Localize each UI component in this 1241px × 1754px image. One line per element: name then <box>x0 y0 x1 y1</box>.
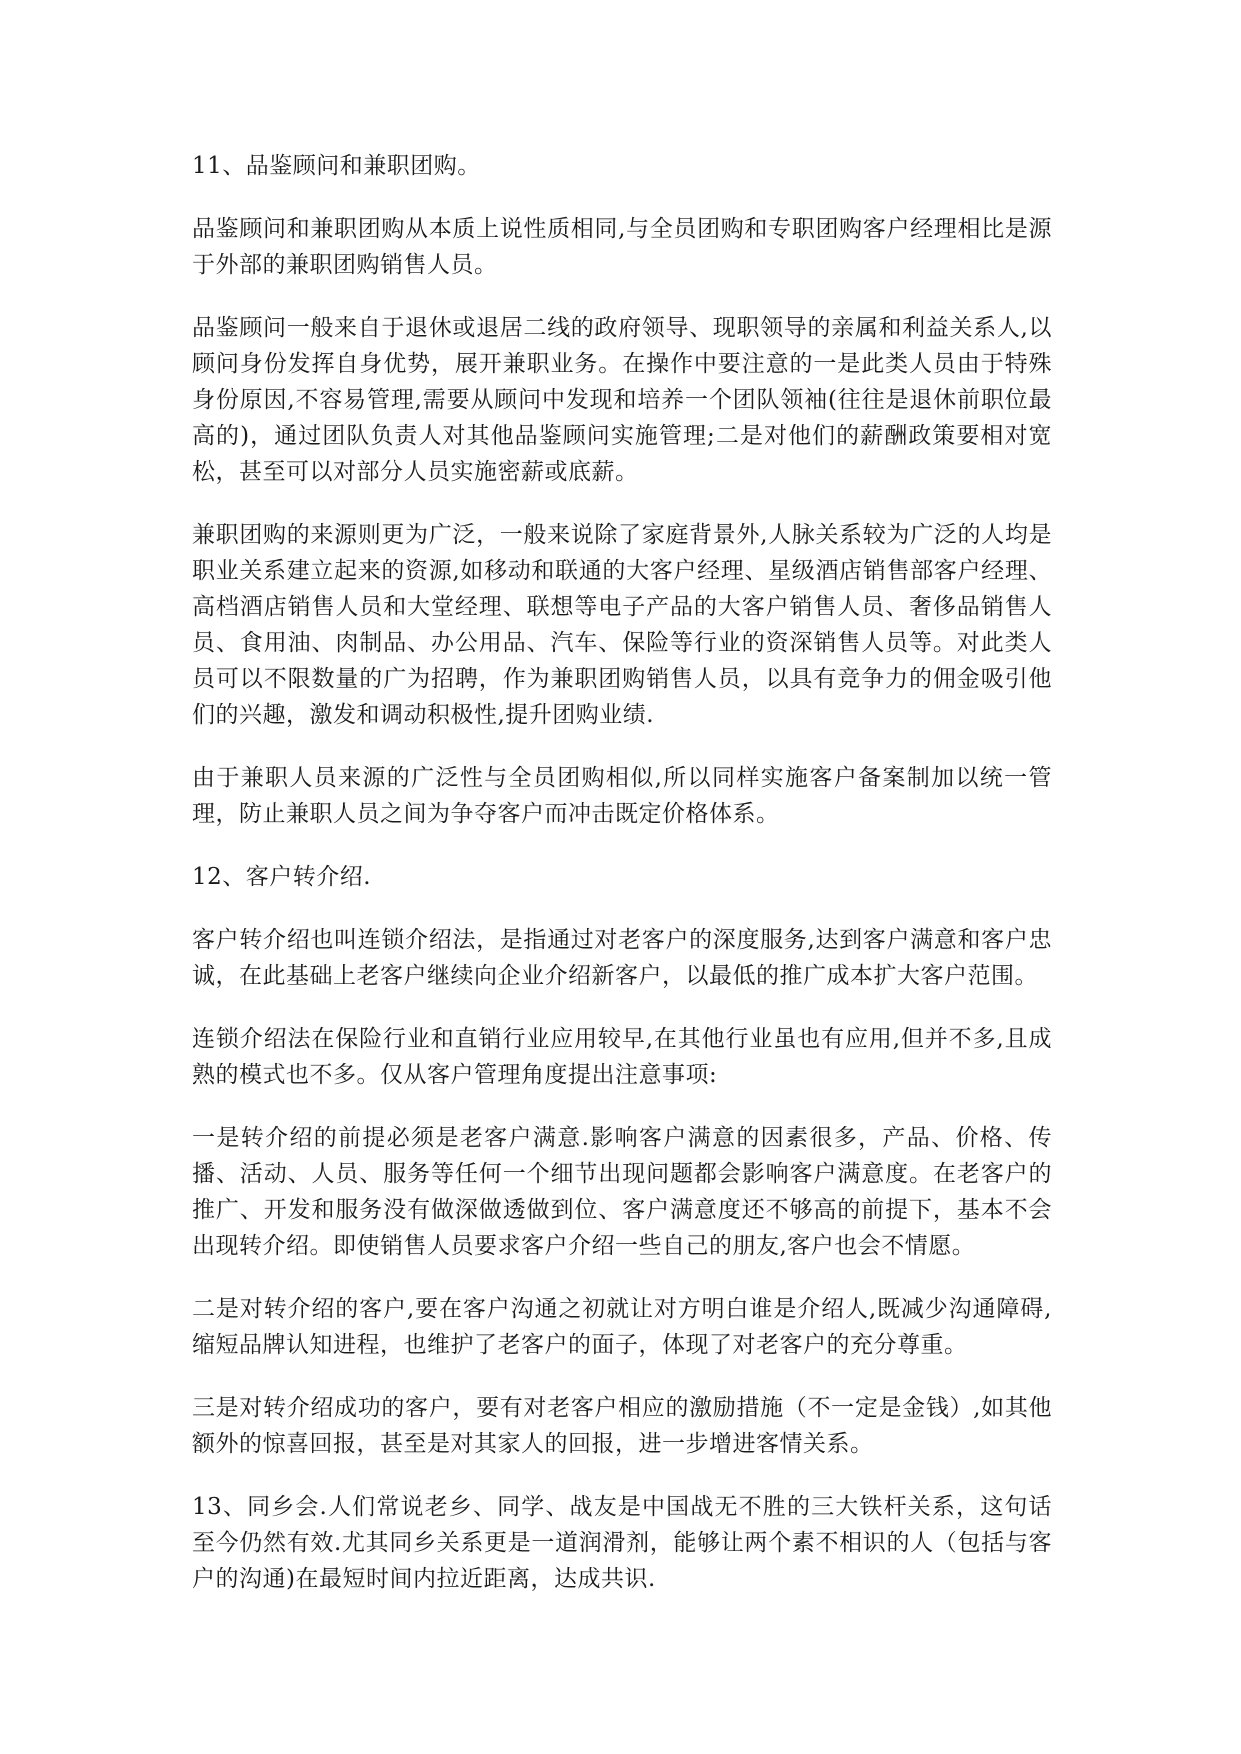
paragraph: 客户转介绍也叫连锁介绍法，是指通过对老客户的深度服务,达到客户满意和客户忠诚，在此基础上老客户继续向企业介绍新客户，以最低的推广成本扩大客户范围。 <box>192 927 1052 989</box>
paragraph: 一是转介绍的前提必须是老客户满意.影响客户满意的因素很多，产品、价格、传播、活动、人员、服务等任何一个细节出现问题都会影响客户满意度。在老客户的推广、开发和服务没有做深做透做到位、客户满意度还不够高的前提下，基本不会出现转介绍。即使销售人员要求客户介绍一些自己的朋友,客户也会不情愿。 <box>192 1125 1052 1259</box>
paragraph: 连锁介绍法在保险行业和直销行业应用较早,在其他行业虽也有应用,但并不多,且成熟的模式也不多。仅从客户管理角度提出注意事项: <box>192 1026 1052 1088</box>
paragraph: 品鉴顾问一般来自于退休或退居二线的政府领导、现职领导的亲属和利益关系人,以顾问身份发挥自身优势，展开兼职业务。在操作中要注意的一是此类人员由于特殊身份原因,不容易管理,需要从顾问中发现和培养一个团队领袖(往往是退休前职位最高的)，通过团队负责人对其他品鉴顾问实施管理;二是对他们的薪酬政策要相对宽松，甚至可以对部分人员实施密薪或底薪。 <box>192 315 1052 485</box>
paragraph: 品鉴顾问和兼职团购从本质上说性质相同,与全员团购和专职团购客户经理相比是源于外部的兼职团购销售人员。 <box>192 216 1052 278</box>
paragraph: 二是对转介绍的客户,要在客户沟通之初就让对方明白谁是介绍人,既减少沟通障碍,缩短品牌认知进程，也维护了老客户的面子，体现了对老客户的充分尊重。 <box>192 1296 1052 1358</box>
paragraph: 由于兼职人员来源的广泛性与全员团购相似,所以同样实施客户备案制加以统一管理，防止兼职人员之间为争夺客户而冲击既定价格体系。 <box>192 765 1052 827</box>
document-page <box>192 148 1052 1624</box>
paragraph: 三是对转介绍成功的客户，要有对老客户相应的激励措施（不一定是金钱）,如其他额外的惊喜回报，甚至是对其家人的回报，进一步增进客情关系。 <box>192 1395 1052 1457</box>
section-13-paragraph: 13、同乡会.人们常说老乡、同学、战友是中国战无不胜的三大铁杆关系，这句话至今仍然有效.尤其同乡关系更是一道润滑剂，能够让两个素不相识的人（包括与客户的沟通)在最短时间内拉近距离，达成共识. <box>192 1494 1052 1592</box>
section-heading-12: 12、客户转介绍. <box>192 864 372 890</box>
section-heading-11: 11、品鉴顾问和兼职团购。 <box>192 153 481 179</box>
paragraph: 兼职团购的来源则更为广泛，一般来说除了家庭背景外,人脉关系较为广泛的人均是职业关系建立起来的资源,如移动和联通的大客户经理、星级酒店销售部客户经理、高档酒店销售人员和大堂经理、联想等电子产品的大客户销售人员、奢侈品销售人员、食用油、肉制品、办公用品、汽车、保险等行业的资深销售人员等。对此类人员可以不限数量的广为招聘，作为兼职团购销售人员，以具有竞争力的佣金吸引他们的兴趣，激发和调动积极性,提升团购业绩. <box>192 522 1052 728</box>
